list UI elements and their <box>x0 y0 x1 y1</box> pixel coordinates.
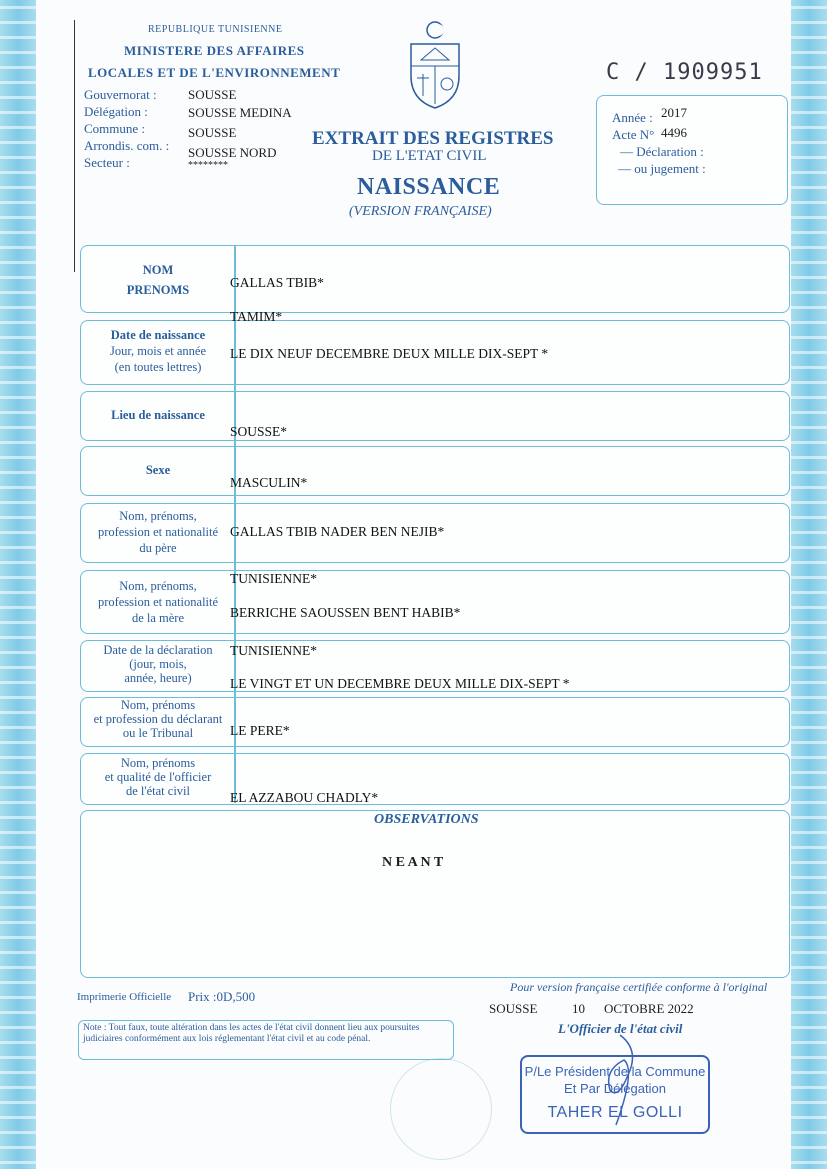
value-mere-nationalite: TUNISIENNE* <box>230 643 317 658</box>
signature-mark <box>590 1030 650 1130</box>
observations-box <box>80 810 790 978</box>
commune-label: Commune : <box>84 121 146 136</box>
value-date-naissance: LE DIX NEUF DECEMBRE DEUX MILLE DIX-SEPT * <box>230 346 549 361</box>
certified-text: Pour version française certifiée conforme à l'original <box>510 980 768 994</box>
declaration-label: — Déclaration : <box>620 144 704 159</box>
value-date-declaration: LE VINGT ET UN DECEMBRE DEUX MILLE DIX-SEPT * <box>230 676 570 691</box>
label-sexe: Sexe <box>145 463 171 477</box>
footer-day: 10 <box>572 1001 585 1016</box>
label-nom-prenoms: NOM PRENOMS <box>126 263 190 297</box>
annee-value: 2017 <box>661 105 687 120</box>
annee-label: Année : <box>612 110 653 125</box>
arrondissement-label: Arrondis. com. : <box>84 138 170 153</box>
printer-label: Imprimerie Officielle <box>77 991 172 1003</box>
ministry-line2: LOCALES ET DE L'ENVIRONNEMENT <box>88 65 341 80</box>
observations-title: OBSERVATIONS <box>374 812 479 827</box>
margin-line <box>74 20 75 272</box>
value-mere: BERRICHE SAOUSSEN BENT HABIB* <box>230 605 461 620</box>
legal-note: Note : Tout faux, toute altération dans les actes de l'état civil donnent lieu aux poursuites judiciaires conformément aux lois réglementant l'état civil et au code pénal. <box>78 1020 454 1060</box>
right-guilloche-border <box>791 0 827 1169</box>
value-officier: EL AZZABOU CHADLY* <box>230 790 379 805</box>
title-version: (VERSION FRANÇAISE) <box>349 204 492 219</box>
value-nom: GALLAS TBIB* <box>230 275 324 290</box>
label-pere: Nom, prénoms, profession et nationalité du père <box>97 509 219 555</box>
commune-value: SOUSSE <box>188 125 237 140</box>
coat-of-arms-emblem <box>403 18 467 110</box>
jugement-label: — ou jugement : <box>618 161 706 176</box>
acte-value: 4496 <box>661 125 687 140</box>
footer-month-year: OCTOBRE 2022 <box>604 1001 694 1016</box>
gouvernorat-value: SOUSSE <box>188 87 237 102</box>
value-sexe: MASCULIN* <box>230 475 308 490</box>
stamp-line1: P/Le Président de la Commune <box>524 1064 706 1079</box>
delegation-value: SOUSSE MEDINA <box>188 105 292 120</box>
faint-seal <box>390 1058 492 1160</box>
observations-value: N E A N T <box>382 855 444 870</box>
left-guilloche-border <box>0 0 36 1169</box>
title-extrait: EXTRAIT DES REGISTRES <box>312 128 554 149</box>
label-declaration: Date de la déclaration (jour, mois, année, heure) <box>103 643 213 685</box>
stamp-line3: TAHER EL GOLLI <box>547 1104 683 1121</box>
label-mere: Nom, prénoms, profession et nationalité de la mère <box>97 579 219 625</box>
value-pere-nationalite: TUNISIENNE* <box>230 571 317 586</box>
secteur-label: Secteur : <box>84 155 130 170</box>
title-naissance: NAISSANCE <box>357 174 501 200</box>
stamp-line2: Et Par Délégation <box>564 1081 666 1096</box>
price-label: Prix :0D,500 <box>188 989 256 1004</box>
acte-label: Acte N° <box>612 127 655 142</box>
serial-number: C / 1909951 <box>606 60 763 85</box>
value-lieu-naissance: SOUSSE* <box>230 424 288 439</box>
value-pere: GALLAS TBIB NADER BEN NEJIB* <box>230 524 445 539</box>
republic-label: REPUBLIQUE TUNISIENNE <box>148 24 283 35</box>
ministry-line1: MINISTERE DES AFFAIRES <box>124 43 305 58</box>
delegation-label: Délégation : <box>84 104 148 119</box>
secteur-value: ******** <box>188 160 228 171</box>
label-declarant: Nom, prénoms et profession du déclarant ou le Tribunal <box>93 698 223 740</box>
officer-signature-label: L'Officier de l'état civil <box>558 1021 683 1036</box>
label-officier: Nom, prénoms et qualité de l'officier de l'état civil <box>104 756 212 798</box>
gouvernorat-label: Gouvernorat : <box>84 87 157 102</box>
value-declarant: LE PERE* <box>230 723 290 738</box>
arrondissement-value: SOUSSE NORD <box>188 145 277 160</box>
value-prenom: TAMIM* <box>230 309 283 324</box>
title-etat-civil: DE L'ETAT CIVIL <box>372 148 487 164</box>
label-lieu-naissance: Lieu de naissance <box>111 408 205 422</box>
label-date-naissance: Date de naissance Jour, mois et année (en toutes lettres) <box>109 328 206 374</box>
footer-place: SOUSSE <box>489 1001 538 1016</box>
